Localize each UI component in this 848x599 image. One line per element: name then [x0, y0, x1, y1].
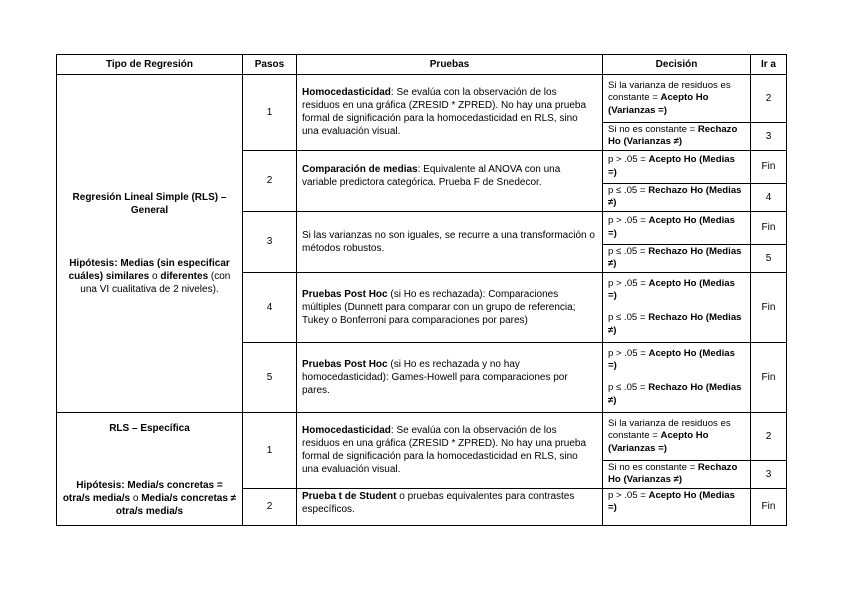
tipo-cell-rls-general — [57, 75, 243, 413]
header-tipo: Tipo de Regresión — [57, 55, 243, 75]
step-number: 4 — [243, 272, 297, 342]
header-row — [57, 55, 787, 75]
table-row — [57, 75, 787, 123]
step-number: 2 — [243, 488, 297, 525]
decision-cell: p > .05 = Acepto Ho (Medias =) — [603, 342, 751, 377]
decision-cell: Si la varianza de residuos es constante = Acepto Ho (Varianzas =) — [603, 412, 751, 460]
step-number: 2 — [243, 150, 297, 211]
ira-cell: 3 — [751, 460, 787, 488]
tipo-cell-rls-especifica — [57, 412, 243, 525]
header-decision: Decisión — [603, 55, 751, 75]
prueba-cell: Comparación de medias: Equivalente al ANOVA con una variable predictora categórica. Prueba F de Snedecor. — [297, 150, 603, 211]
prueba-cell: Prueba t de Student o pruebas equivalentes para contrastes específicos. — [297, 488, 603, 525]
ira-cell: 3 — [751, 123, 787, 151]
decision-cell: p > .05 = Acepto Ho (Medias =) — [603, 150, 751, 183]
ira-cell: Fin — [751, 150, 787, 183]
ira-cell: 5 — [751, 244, 787, 272]
decision-cell: p ≤ .05 = Rechazo Ho (Medias ≠) — [603, 307, 751, 342]
decision-cell: Si la varianza de residuos es constante = Acepto Ho (Varianzas =) — [603, 75, 751, 123]
step-number: 1 — [243, 412, 297, 488]
ira-cell: 4 — [751, 183, 787, 211]
header-ira: Ir a — [751, 55, 787, 75]
ira-cell: Fin — [751, 272, 787, 342]
ira-cell: Fin — [751, 488, 787, 525]
header-pruebas: Pruebas — [297, 55, 603, 75]
step-number: 1 — [243, 75, 297, 151]
ira-cell: 2 — [751, 75, 787, 123]
regression-table — [56, 54, 787, 526]
ira-cell: 2 — [751, 412, 787, 460]
decision-cell: p ≤ .05 = Rechazo Ho (Medias ≠) — [603, 244, 751, 272]
prueba-cell: Homocedasticidad: Se evalúa con la observación de los residuos en una gráfica (ZRESID * ZPRED). No hay una prueba formal de significación para la homocedasticidad en RLS, sino una evaluación visual. — [297, 75, 603, 151]
decision-cell: Si no es constante = Rechazo Ho (Varianzas ≠) — [603, 123, 751, 151]
decision-cell: p ≤ .05 = Rechazo Ho (Medias ≠) — [603, 183, 751, 211]
hypothesis-text: Hipótesis: Media/s concretas = otra/s media/s o Media/s concretas ≠ otra/s media/s — [62, 479, 237, 517]
prueba-cell: Homocedasticidad: Se evalúa con la observación de los residuos en una gráfica (ZRESID * ZPRED). No hay una prueba formal de significación para la homocedasticidad en RLS, sino una evaluación visual. — [297, 412, 603, 488]
decision-cell: Si no es constante = Rechazo Ho (Varianzas ≠) — [603, 460, 751, 488]
step-number: 5 — [243, 342, 297, 412]
decision-cell: p > .05 = Acepto Ho (Medias =) — [603, 211, 751, 244]
ira-cell: Fin — [751, 211, 787, 244]
decision-cell: p > .05 = Acepto Ho (Medias =) — [603, 272, 751, 307]
prueba-cell: Si las varianzas no son iguales, se recurre a una transformación o métodos robustos. — [297, 211, 603, 272]
tipo-title: Regresión Lineal Simple (RLS) – General — [72, 191, 227, 216]
prueba-cell: Pruebas Post Hoc (si Ho es rechazada y no hay homocedasticidad): Games-Howell para comparaciones por pares. — [297, 342, 603, 412]
prueba-cell: Pruebas Post Hoc (si Ho es rechazada): Comparaciones múltiples (Dunnett para comparar con un grupo de referencia; Tukey o Bonferroni para comparaciones por pares) — [297, 272, 603, 342]
step-number: 3 — [243, 211, 297, 272]
ira-cell: Fin — [751, 342, 787, 412]
table-row — [57, 412, 787, 460]
hypothesis-text: Hipótesis: Medias (sin especificar cuáles) similares o diferentes (con una VI cualitativa de 2 niveles). — [68, 257, 231, 295]
header-pasos: Pasos — [243, 55, 297, 75]
decision-cell: p ≤ .05 = Rechazo Ho (Medias ≠) — [603, 377, 751, 412]
tipo-title: RLS – Específica — [109, 422, 190, 434]
decision-cell: p > .05 = Acepto Ho (Medias =) — [603, 488, 751, 525]
